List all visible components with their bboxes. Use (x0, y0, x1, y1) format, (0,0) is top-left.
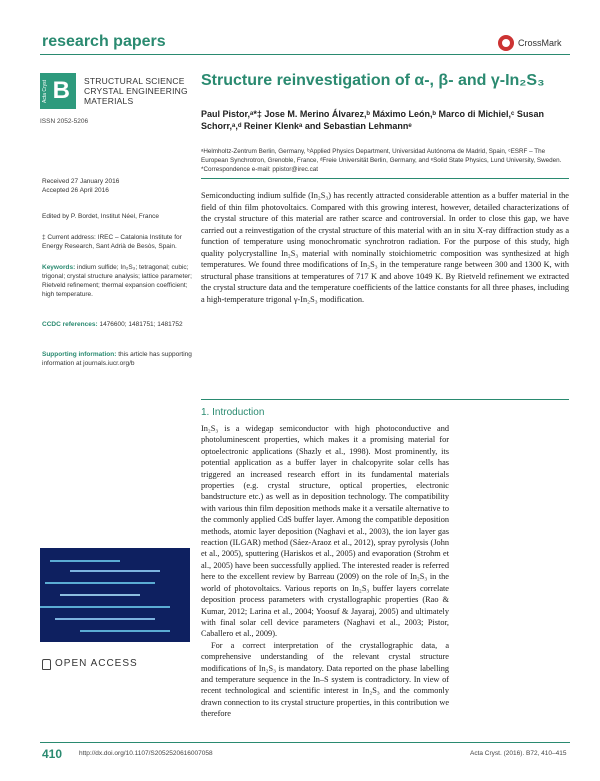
ccdc-label: CCDC references: (42, 321, 98, 328)
page-number: 410 (42, 747, 63, 761)
crossmark-icon (498, 35, 514, 51)
supporting-info-text[interactable]: this article has supporting information at journals.iucr.org/b (42, 351, 192, 367)
ccdc-block (42, 320, 192, 329)
affiliations: ᵃHelmholtz-Zentrum Berlin, Germany, ᵇApplied Physics Department, Universidad Autónoma de Madrid, Spain, ᶜESRF – The European Synchrotron, Grenoble, France, ᵈFreie Universität Berlin, Germany, and ᵉSolid State Physics, Lund University, Sweden. *Correspondence e-mail: ppistor@irec.cat (201, 148, 562, 173)
footer-rule (40, 742, 570, 743)
supporting-info-label: Supporting information: (42, 351, 117, 358)
journal-name-line: CRYSTAL ENGINEERING (84, 86, 188, 96)
keywords-label: Keywords: (42, 264, 76, 271)
abstract-rule (201, 178, 569, 179)
received-date: Received 27 January 2016 (42, 178, 120, 185)
cover-image (40, 548, 190, 642)
supporting-info-block (42, 350, 192, 368)
current-address-note: ‡ Current address: IREC – Catalonia Institute for Energy Research, Sant Adrià de Besòs, Spain. (42, 234, 182, 250)
crossmark-label: CrossMark (518, 38, 562, 48)
doi-link[interactable]: http://dx.doi.org/10.1107/S2052520616007058 (79, 750, 213, 757)
author-line: Schorr,ᵃ,ᵈ Reiner Klenkᵃ and Sebastian Lehmannᵉ (201, 121, 412, 131)
intro-paragraph: For a correct interpretation of the crystallographic data, a comprehensive understanding of the relevant crystal structure modifications of In₂S₃ is mandatory. Data reported on the phase labelling and temperature sequence in the In–S system is contradictory. In view of recent technological and scientific interest in In₂S₃ and the commonly drawn connection to its crystal structure properties, in this contribution we therefore (201, 640, 449, 719)
journal-name-line: STRUCTURAL SCIENCE (84, 76, 185, 86)
journal-name-line: MATERIALS (84, 96, 134, 106)
ccdc-text: 1476600; 1481751; 1481752 (99, 321, 183, 328)
journal-logo-letter: B (52, 77, 70, 104)
intro-heading: 1. Introduction (201, 407, 265, 418)
issn: ISSN 2052-5206 (40, 118, 89, 125)
journal-citation: Acta Cryst. (2016). B72, 410–415 (470, 750, 567, 757)
crossmark-badge[interactable] (498, 35, 562, 51)
abstract-end-rule (201, 399, 569, 400)
open-lock-icon (42, 659, 51, 670)
journal-logo (40, 73, 76, 109)
section-label: research papers (42, 33, 166, 50)
abstract: Semiconducting indium sulfide (In₂S₃) has recently attracted considerable attention as a buffer material in the field of thin film photovoltaics. Compared with this growing interest, however, detailed characterizations of the crystal structure of this material are rather scarce and controversial. In order to close this gap, we have carried out a reinvestigation of the crystal structure of this material with an in situ X-ray diffraction study as a function of temperature using monochromatic synchrotron radiation. For the purpose of this study, high quality polycrystalline In₂S₃ material with nominally stoichiometric composition was synthesized at high temperatures. We found three modifications of In₂S₃ in the temperature range between 300 and 1300 K, with structural phase transitions at temperatures of 717 K and above 1049 K. By Rietveld refinement we extracted the crystal structure data and the temperature coefficients of the lattice constants for all three phases, including a high-temperature trigonal γ-In₂S₃ modification. (201, 191, 569, 304)
intro-paragraph: In₂S₃ is a widegap semiconductor with high photoconductive and photoluminescent properties, which makes it a promising material for optoelectronic applications (Shazly et al., 1998). Most prominently, its potential application as a buffer layer in chalcopyrite solar cells has triggered an increased research effort in its fundamental materials properties (e.g. crystal structure, optical properties, electronic bandstructure etc.) as well as in deposition technology. The compatibility with various thin film deposition methods make it a versatile alternative to the commonly applied CdS buffer layer. Among the compatible deposition methods, atomic layer deposition (Naghavi et al., 2003), the ion layer gas reaction (ILGAR) method (Sáez-Araoz et al., 2012), spray pyrolysis (John et al., 2005), sputtering (Hariskos et al., 2005) and evaporation (Strohm et al., 2005) have been successfully applied. The interested reader is referred here to the excellent review by Barreau (2009) on the role of In₂S₃ in the world of photovoltaics. Various reports on In₂S₃ buffer layers correlate deposition process parameters with crystallographic properties (Rao & Kumar, 2012; Larina et al., 2004; Yoosuf & Jayaraj, 2005) and ultimately with final solar cell device parameters (Naghavi et al., 2003; Pistor, Caballero et al., 2009). (201, 424, 449, 639)
keywords-text: indium sulfide; In₂S₃; tetragonal; cubic; trigonal; crystal structure analysis; lattice parameter; Rietveld refinement; thermal expansion coefficient; high temperature. (42, 264, 192, 298)
author-line: Paul Pistor,ᵃ*‡ Jose M. Merino Álvarez,ᵇ Máximo León,ᵇ Marco di Michiel,ᶜ Susan (201, 109, 544, 119)
author-list (201, 108, 561, 132)
intro-body (201, 423, 449, 720)
keywords-block (42, 263, 192, 299)
editor-note: Edited by P. Bordet, Institut Néel, France (42, 213, 159, 220)
article-title: Structure reinvestigation of α-, β- and γ-In₂S₃ (201, 72, 545, 89)
header-rule (40, 54, 570, 55)
accepted-date: Accepted 26 April 2016 (42, 187, 109, 194)
journal-logo-side-text: Acta Cryst (42, 79, 48, 103)
open-access-label (42, 658, 138, 669)
journal-name (84, 76, 194, 106)
open-access-text: OPEN ACCESS (55, 658, 138, 669)
